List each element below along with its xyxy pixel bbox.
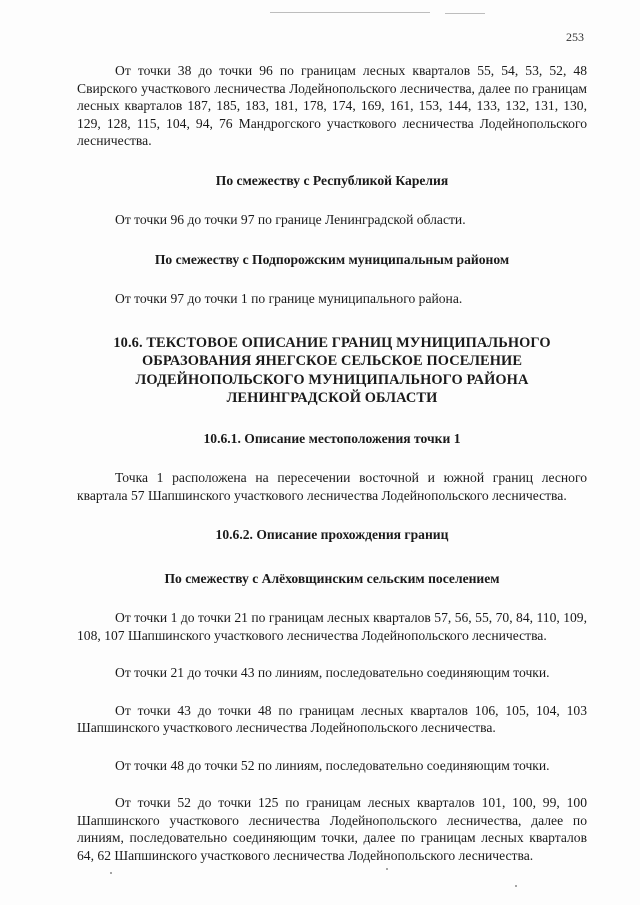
scan-speck <box>515 885 517 887</box>
document-body <box>77 62 587 864</box>
subheading-podporozhye: По смежеству с Подпорожским муниципальным районом <box>154 251 510 267</box>
paragraph: Точка 1 расположена на пересечении восточной и южной границ лесного квартала 57 Шапшинского участкового лесничества Лодейнопольского лесничества. <box>77 470 587 503</box>
paragraph: От точки 96 до точки 97 по границе Ленинградской области. <box>115 212 466 227</box>
paragraph: От точки 38 до точки 96 по границам лесных кварталов 55, 54, 53, 52, 48 Свирского участкового лесничества Лодейнопольского лесничества, далее по границам лесных кварталов 187, 185, 183, 181, 178, 174, 169, 161, 153, 144, 133, 132, 131, 130, 129, 128, 115, 104, 94, 76 Мандрогского участкового лесничества Лодейнопольского лесничества. <box>77 63 587 148</box>
paragraph: От точки 48 до точки 52 по линиям, последовательно соединяющим точки. <box>115 757 550 773</box>
paragraph: От точки 1 до точки 21 по границам лесных кварталов 57, 56, 55, 70, 84, 110, 109, 108, 107 Шапшинского участкового лесничества Лодейнопольского лесничества. <box>77 610 587 643</box>
subheading-alekhovshchina: По смежеству с Алёховщинским сельским поселением <box>164 570 500 586</box>
paragraph: От точки 21 до точки 43 по линиям, последовательно соединяющим точки. <box>115 665 550 680</box>
subheading-karelia: По смежеству с Республикой Карелия <box>215 172 449 188</box>
subsection-heading-1062: 10.6.2. Описание прохождения границ <box>215 527 449 542</box>
scan-speck <box>386 868 388 870</box>
section-title: 10.6. ТЕКСТОВОЕ ОПИСАНИЕ ГРАНИЦ МУНИЦИПАЛЬНОГО ОБРАЗОВАНИЯ ЯНЕГСКОЕ СЕЛЬСКОЕ ПОСЕЛЕНИЕ ЛОДЕЙНОПОЛЬСКОГО МУНИЦИПАЛЬНОГО РАЙОНА ЛЕНИНГРАДСКОЙ ОБЛАСТИ <box>113 334 551 406</box>
scan-speck <box>110 872 112 874</box>
page-number: 253 <box>566 30 584 44</box>
paragraph: От точки 52 до точки 125 по границам лесных кварталов 101, 100, 99, 100 Шапшинского участкового лесничества Лодейнопольского лесничества, далее по линиям, последовательно соединяющим точки, далее по границам лесных кварталов 64, 62 Шапшинского участкового лесничества Лодейнопольского лесничества. <box>77 795 587 863</box>
paragraph: От точки 43 до точки 48 по границам лесных кварталов 106, 105, 104, 103 Шапшинского участкового лесничества Лодейнопольского лесничества. <box>77 702 587 735</box>
scan-artifact-line <box>445 13 485 14</box>
scan-artifact-line <box>270 12 430 13</box>
subsection-heading-1061: 10.6.1. Описание местоположения точки 1 <box>203 430 461 446</box>
paragraph: От точки 97 до точки 1 по границе муниципального района. <box>115 291 463 306</box>
